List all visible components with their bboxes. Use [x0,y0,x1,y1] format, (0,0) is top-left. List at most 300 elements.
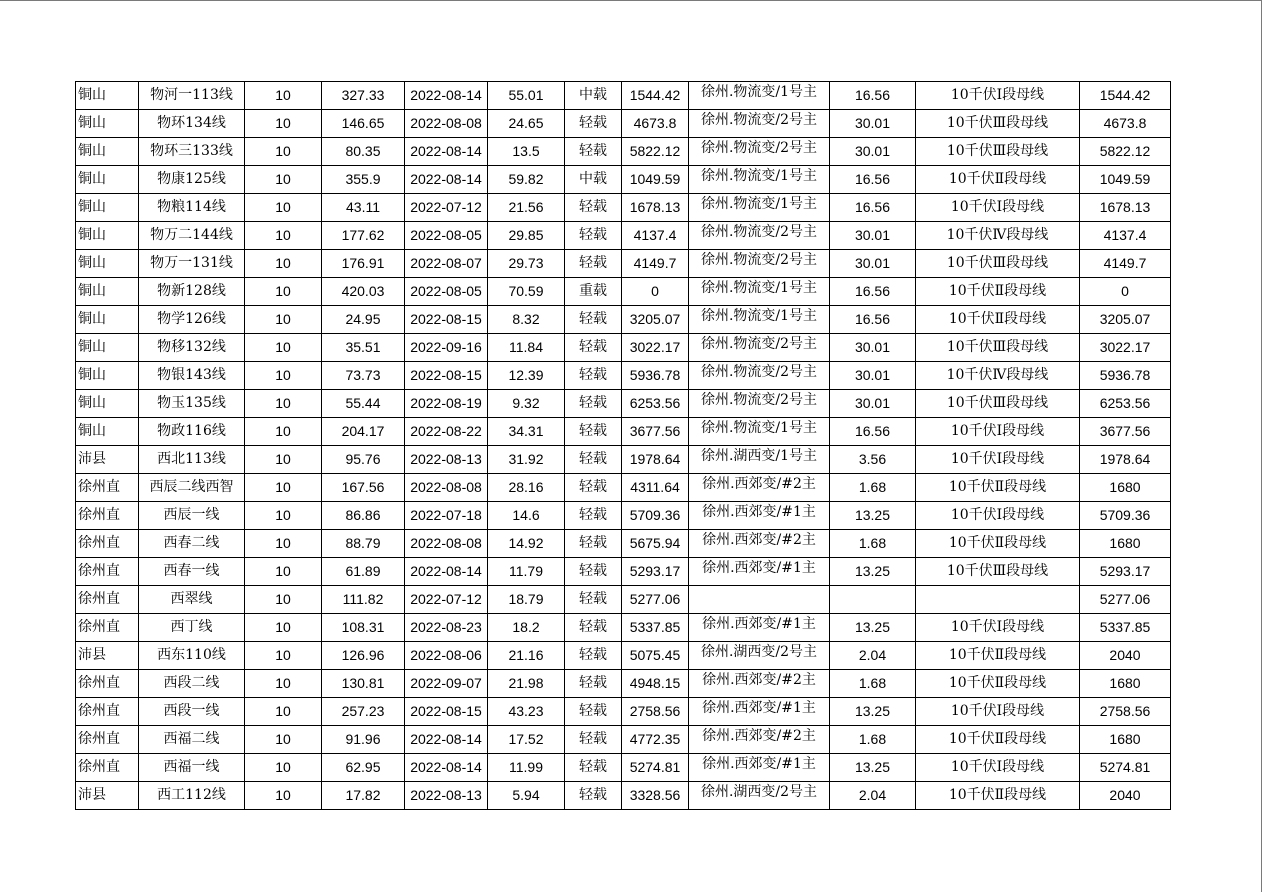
transformer-cell: 徐州.西郊变/#1主 [689,614,830,642]
spare-capacity-cell: 4673.8 [622,110,689,138]
bus-section-cell: 10千伏Ⅰ段母线 [916,614,1080,642]
voltage-cell: 10 [245,614,322,642]
table-row [76,82,1171,110]
spare-capacity-cell: 4149.7 [622,250,689,278]
load-status-cell: 轻载 [565,698,622,726]
voltage-cell: 10 [245,558,322,586]
table-body [76,82,1171,810]
voltage-cell: 10 [245,138,322,166]
transformer-cell: 徐州.湖西变/2号主 [689,642,830,670]
date-cell: 2022-07-18 [405,502,488,530]
spare-capacity-cell: 4772.35 [622,726,689,754]
voltage-cell: 10 [245,110,322,138]
table-row [76,586,1171,614]
voltage-cell: 10 [245,502,322,530]
bus-section-cell: 10千伏Ⅲ段母线 [916,138,1080,166]
bus-section-cell: 10千伏Ⅰ段母线 [916,418,1080,446]
current-cell: 257.23 [322,698,405,726]
available-capacity-cell: 1678.13 [1080,194,1171,222]
table-row [76,334,1171,362]
feeder-load-table [75,81,1171,810]
district-cell: 铜山 [76,138,139,166]
transformer-load-cell: 16.56 [830,278,916,306]
voltage-cell: 10 [245,418,322,446]
load-status-cell: 轻载 [565,782,622,810]
spare-capacity-cell: 1678.13 [622,194,689,222]
line-name-cell: 物移132线 [139,334,245,362]
line-name-cell: 西工112线 [139,782,245,810]
load-rate-cell: 8.32 [488,306,565,334]
available-capacity-cell: 5337.85 [1080,614,1171,642]
voltage-cell: 10 [245,670,322,698]
transformer-cell: 徐州.物流变/1号主 [689,278,830,306]
table-row [76,278,1171,306]
transformer-load-cell: 1.68 [830,670,916,698]
table-row [76,306,1171,334]
spare-capacity-cell: 3328.56 [622,782,689,810]
transformer-load-cell: 30.01 [830,110,916,138]
district-cell: 徐州直 [76,586,139,614]
voltage-cell: 10 [245,222,322,250]
bus-section-cell: 10千伏Ⅲ段母线 [916,390,1080,418]
transformer-cell: 徐州.西郊变/#2主 [689,726,830,754]
district-cell: 铜山 [76,82,139,110]
current-cell: 61.89 [322,558,405,586]
load-status-cell: 轻载 [565,334,622,362]
district-cell: 徐州直 [76,670,139,698]
available-capacity-cell: 5274.81 [1080,754,1171,782]
district-cell: 徐州直 [76,558,139,586]
current-cell: 24.95 [322,306,405,334]
line-name-cell: 西福二线 [139,726,245,754]
line-name-cell: 物新128线 [139,278,245,306]
load-rate-cell: 18.79 [488,586,565,614]
voltage-cell: 10 [245,698,322,726]
transformer-cell: 徐州.物流变/2号主 [689,222,830,250]
spare-capacity-cell: 4137.4 [622,222,689,250]
transformer-load-cell: 13.25 [830,698,916,726]
table-row [76,670,1171,698]
spare-capacity-cell: 1978.64 [622,446,689,474]
load-rate-cell: 31.92 [488,446,565,474]
spare-capacity-cell: 5675.94 [622,530,689,558]
load-status-cell: 轻载 [565,754,622,782]
transformer-load-cell: 16.56 [830,306,916,334]
load-rate-cell: 12.39 [488,362,565,390]
bus-section-cell: 10千伏Ⅲ段母线 [916,110,1080,138]
bus-section-cell: 10千伏Ⅱ段母线 [916,166,1080,194]
transformer-load-cell: 13.25 [830,558,916,586]
current-cell: 177.62 [322,222,405,250]
current-cell: 88.79 [322,530,405,558]
district-cell: 沛县 [76,642,139,670]
voltage-cell: 10 [245,390,322,418]
district-cell: 徐州直 [76,698,139,726]
line-name-cell: 西辰二线西智 [139,474,245,502]
transformer-load-cell: 30.01 [830,250,916,278]
transformer-cell: 徐州.湖西变/2号主 [689,782,830,810]
current-cell: 204.17 [322,418,405,446]
transformer-cell: 徐州.物流变/2号主 [689,334,830,362]
load-rate-cell: 13.5 [488,138,565,166]
available-capacity-cell: 3677.56 [1080,418,1171,446]
available-capacity-cell: 2040 [1080,642,1171,670]
transformer-load-cell: 2.04 [830,782,916,810]
date-cell: 2022-08-13 [405,446,488,474]
transformer-load-cell: 16.56 [830,418,916,446]
available-capacity-cell: 0 [1080,278,1171,306]
line-name-cell: 西春二线 [139,530,245,558]
table-row [76,418,1171,446]
district-cell: 铜山 [76,222,139,250]
transformer-load-cell: 16.56 [830,82,916,110]
voltage-cell: 10 [245,642,322,670]
date-cell: 2022-08-08 [405,110,488,138]
transformer-cell: 徐州.物流变/2号主 [689,138,830,166]
transformer-load-cell: 13.25 [830,614,916,642]
date-cell: 2022-08-22 [405,418,488,446]
table-row [76,726,1171,754]
voltage-cell: 10 [245,278,322,306]
bus-section-cell [916,586,1080,614]
line-name-cell: 物万二144线 [139,222,245,250]
load-rate-cell: 14.6 [488,502,565,530]
bus-section-cell: 10千伏Ⅰ段母线 [916,754,1080,782]
bus-section-cell: 10千伏Ⅱ段母线 [916,670,1080,698]
transformer-load-cell: 16.56 [830,194,916,222]
load-rate-cell: 18.2 [488,614,565,642]
current-cell: 91.96 [322,726,405,754]
load-status-cell: 轻载 [565,222,622,250]
spare-capacity-cell: 3677.56 [622,418,689,446]
available-capacity-cell: 1680 [1080,530,1171,558]
available-capacity-cell: 2758.56 [1080,698,1171,726]
available-capacity-cell: 1680 [1080,726,1171,754]
load-status-cell: 轻载 [565,390,622,418]
transformer-cell: 徐州.物流变/1号主 [689,82,830,110]
load-rate-cell: 21.98 [488,670,565,698]
transformer-load-cell: 30.01 [830,138,916,166]
load-status-cell: 轻载 [565,642,622,670]
current-cell: 126.96 [322,642,405,670]
current-cell: 35.51 [322,334,405,362]
load-rate-cell: 11.79 [488,558,565,586]
date-cell: 2022-08-13 [405,782,488,810]
line-name-cell: 物银143线 [139,362,245,390]
load-status-cell: 中载 [565,166,622,194]
load-status-cell: 轻载 [565,446,622,474]
load-status-cell: 轻载 [565,306,622,334]
date-cell: 2022-08-08 [405,530,488,558]
voltage-cell: 10 [245,754,322,782]
spare-capacity-cell: 5337.85 [622,614,689,642]
bus-section-cell: 10千伏Ⅱ段母线 [916,530,1080,558]
date-cell: 2022-07-12 [405,586,488,614]
bus-section-cell: 10千伏Ⅱ段母线 [916,278,1080,306]
spare-capacity-cell: 2758.56 [622,698,689,726]
transformer-load-cell: 1.68 [830,530,916,558]
load-status-cell: 轻载 [565,726,622,754]
spare-capacity-cell: 6253.56 [622,390,689,418]
voltage-cell: 10 [245,166,322,194]
spare-capacity-cell: 5709.36 [622,502,689,530]
line-name-cell: 西段一线 [139,698,245,726]
transformer-load-cell: 16.56 [830,166,916,194]
load-rate-cell: 55.01 [488,82,565,110]
transformer-load-cell [830,586,916,614]
district-cell: 铜山 [76,334,139,362]
spare-capacity-cell: 5822.12 [622,138,689,166]
available-capacity-cell: 5936.78 [1080,362,1171,390]
district-cell: 徐州直 [76,474,139,502]
transformer-cell: 徐州.物流变/1号主 [689,418,830,446]
current-cell: 327.33 [322,82,405,110]
date-cell: 2022-08-15 [405,698,488,726]
table-row [76,754,1171,782]
transformer-cell: 徐州.西郊变/#1主 [689,754,830,782]
bus-section-cell: 10千伏Ⅰ段母线 [916,194,1080,222]
date-cell: 2022-08-19 [405,390,488,418]
spare-capacity-cell: 1544.42 [622,82,689,110]
load-status-cell: 轻载 [565,138,622,166]
table-row [76,194,1171,222]
district-cell: 铜山 [76,362,139,390]
load-status-cell: 轻载 [565,558,622,586]
load-rate-cell: 9.32 [488,390,565,418]
table-row [76,250,1171,278]
date-cell: 2022-09-07 [405,670,488,698]
transformer-cell: 徐州.西郊变/#2主 [689,530,830,558]
available-capacity-cell: 5293.17 [1080,558,1171,586]
table-row [76,166,1171,194]
current-cell: 420.03 [322,278,405,306]
current-cell: 73.73 [322,362,405,390]
bus-section-cell: 10千伏Ⅰ段母线 [916,446,1080,474]
load-status-cell: 轻载 [565,194,622,222]
load-rate-cell: 43.23 [488,698,565,726]
available-capacity-cell: 1978.64 [1080,446,1171,474]
current-cell: 355.9 [322,166,405,194]
transformer-load-cell: 30.01 [830,362,916,390]
table-row [76,558,1171,586]
current-cell: 130.81 [322,670,405,698]
spare-capacity-cell: 5293.17 [622,558,689,586]
date-cell: 2022-08-14 [405,754,488,782]
available-capacity-cell: 5277.06 [1080,586,1171,614]
bus-section-cell: 10千伏Ⅱ段母线 [916,642,1080,670]
load-status-cell: 轻载 [565,362,622,390]
date-cell: 2022-08-14 [405,82,488,110]
spare-capacity-cell: 5936.78 [622,362,689,390]
line-name-cell: 西段二线 [139,670,245,698]
load-rate-cell: 34.31 [488,418,565,446]
date-cell: 2022-08-07 [405,250,488,278]
transformer-cell: 徐州.物流变/1号主 [689,194,830,222]
available-capacity-cell: 4137.4 [1080,222,1171,250]
available-capacity-cell: 5822.12 [1080,138,1171,166]
transformer-load-cell: 1.68 [830,474,916,502]
table-row [76,222,1171,250]
line-name-cell: 西翠线 [139,586,245,614]
transformer-cell: 徐州.物流变/2号主 [689,110,830,138]
table-row [76,110,1171,138]
line-name-cell: 物万一131线 [139,250,245,278]
transformer-cell: 徐州.物流变/2号主 [689,250,830,278]
load-rate-cell: 24.65 [488,110,565,138]
spare-capacity-cell: 4948.15 [622,670,689,698]
district-cell: 铜山 [76,390,139,418]
date-cell: 2022-08-15 [405,306,488,334]
spare-capacity-cell: 3022.17 [622,334,689,362]
table-row [76,698,1171,726]
available-capacity-cell: 1680 [1080,474,1171,502]
transformer-load-cell: 13.25 [830,754,916,782]
spare-capacity-cell: 4311.64 [622,474,689,502]
current-cell: 176.91 [322,250,405,278]
table-row [76,474,1171,502]
load-status-cell: 轻载 [565,110,622,138]
line-name-cell: 西春一线 [139,558,245,586]
load-rate-cell: 17.52 [488,726,565,754]
transformer-load-cell: 30.01 [830,222,916,250]
district-cell: 徐州直 [76,754,139,782]
load-rate-cell: 29.73 [488,250,565,278]
table-row [76,530,1171,558]
table-row [76,390,1171,418]
date-cell: 2022-08-14 [405,166,488,194]
date-cell: 2022-08-05 [405,222,488,250]
voltage-cell: 10 [245,446,322,474]
voltage-cell: 10 [245,782,322,810]
bus-section-cell: 10千伏Ⅱ段母线 [916,782,1080,810]
voltage-cell: 10 [245,334,322,362]
date-cell: 2022-08-15 [405,362,488,390]
bus-section-cell: 10千伏Ⅰ段母线 [916,82,1080,110]
district-cell: 徐州直 [76,726,139,754]
date-cell: 2022-08-14 [405,558,488,586]
district-cell: 铜山 [76,166,139,194]
line-name-cell: 物玉135线 [139,390,245,418]
voltage-cell: 10 [245,474,322,502]
available-capacity-cell: 1680 [1080,670,1171,698]
available-capacity-cell: 3022.17 [1080,334,1171,362]
load-rate-cell: 59.82 [488,166,565,194]
load-status-cell: 轻载 [565,250,622,278]
available-capacity-cell: 1544.42 [1080,82,1171,110]
spare-capacity-cell: 3205.07 [622,306,689,334]
current-cell: 108.31 [322,614,405,642]
available-capacity-cell: 2040 [1080,782,1171,810]
date-cell: 2022-07-12 [405,194,488,222]
district-cell: 铜山 [76,418,139,446]
line-name-cell: 物环134线 [139,110,245,138]
date-cell: 2022-09-16 [405,334,488,362]
current-cell: 55.44 [322,390,405,418]
line-name-cell: 物环三133线 [139,138,245,166]
spare-capacity-cell: 5274.81 [622,754,689,782]
line-name-cell: 物河一113线 [139,82,245,110]
current-cell: 95.76 [322,446,405,474]
current-cell: 146.65 [322,110,405,138]
bus-section-cell: 10千伏Ⅲ段母线 [916,250,1080,278]
spare-capacity-cell: 5075.45 [622,642,689,670]
available-capacity-cell: 6253.56 [1080,390,1171,418]
line-name-cell: 西北113线 [139,446,245,474]
bus-section-cell: 10千伏Ⅰ段母线 [916,698,1080,726]
load-rate-cell: 28.16 [488,474,565,502]
district-cell: 铜山 [76,250,139,278]
line-name-cell: 西丁线 [139,614,245,642]
district-cell: 铜山 [76,278,139,306]
transformer-cell: 徐州.西郊变/#2主 [689,474,830,502]
current-cell: 111.82 [322,586,405,614]
spare-capacity-cell: 1049.59 [622,166,689,194]
transformer-cell: 徐州.西郊变/#2主 [689,670,830,698]
available-capacity-cell: 4673.8 [1080,110,1171,138]
load-status-cell: 重载 [565,278,622,306]
voltage-cell: 10 [245,306,322,334]
current-cell: 17.82 [322,782,405,810]
load-rate-cell: 11.84 [488,334,565,362]
district-cell: 徐州直 [76,502,139,530]
table-row [76,502,1171,530]
transformer-cell [689,586,830,614]
date-cell: 2022-08-14 [405,138,488,166]
load-status-cell: 轻载 [565,474,622,502]
table-row [76,782,1171,810]
load-status-cell: 中载 [565,82,622,110]
transformer-load-cell: 1.68 [830,726,916,754]
bus-section-cell: 10千伏Ⅱ段母线 [916,726,1080,754]
transformer-cell: 徐州.西郊变/#1主 [689,698,830,726]
line-name-cell: 物康125线 [139,166,245,194]
bus-section-cell: 10千伏Ⅲ段母线 [916,334,1080,362]
transformer-load-cell: 2.04 [830,642,916,670]
date-cell: 2022-08-23 [405,614,488,642]
transformer-cell: 徐州.物流变/1号主 [689,306,830,334]
available-capacity-cell: 3205.07 [1080,306,1171,334]
district-cell: 沛县 [76,446,139,474]
transformer-load-cell: 13.25 [830,502,916,530]
load-rate-cell: 21.56 [488,194,565,222]
transformer-load-cell: 3.56 [830,446,916,474]
transformer-cell: 徐州.物流变/2号主 [689,390,830,418]
load-rate-cell: 29.85 [488,222,565,250]
spare-capacity-cell: 0 [622,278,689,306]
voltage-cell: 10 [245,250,322,278]
table-row [76,614,1171,642]
date-cell: 2022-08-14 [405,726,488,754]
line-name-cell: 物粮114线 [139,194,245,222]
transformer-cell: 徐州.西郊变/#1主 [689,502,830,530]
current-cell: 62.95 [322,754,405,782]
table-row [76,642,1171,670]
transformer-cell: 徐州.西郊变/#1主 [689,558,830,586]
current-cell: 80.35 [322,138,405,166]
load-status-cell: 轻载 [565,586,622,614]
bus-section-cell: 10千伏Ⅰ段母线 [916,502,1080,530]
date-cell: 2022-08-06 [405,642,488,670]
bus-section-cell: 10千伏Ⅱ段母线 [916,306,1080,334]
load-rate-cell: 11.99 [488,754,565,782]
voltage-cell: 10 [245,82,322,110]
load-rate-cell: 14.92 [488,530,565,558]
line-name-cell: 西福一线 [139,754,245,782]
district-cell: 铜山 [76,110,139,138]
table-row [76,362,1171,390]
district-cell: 铜山 [76,306,139,334]
spare-capacity-cell: 5277.06 [622,586,689,614]
